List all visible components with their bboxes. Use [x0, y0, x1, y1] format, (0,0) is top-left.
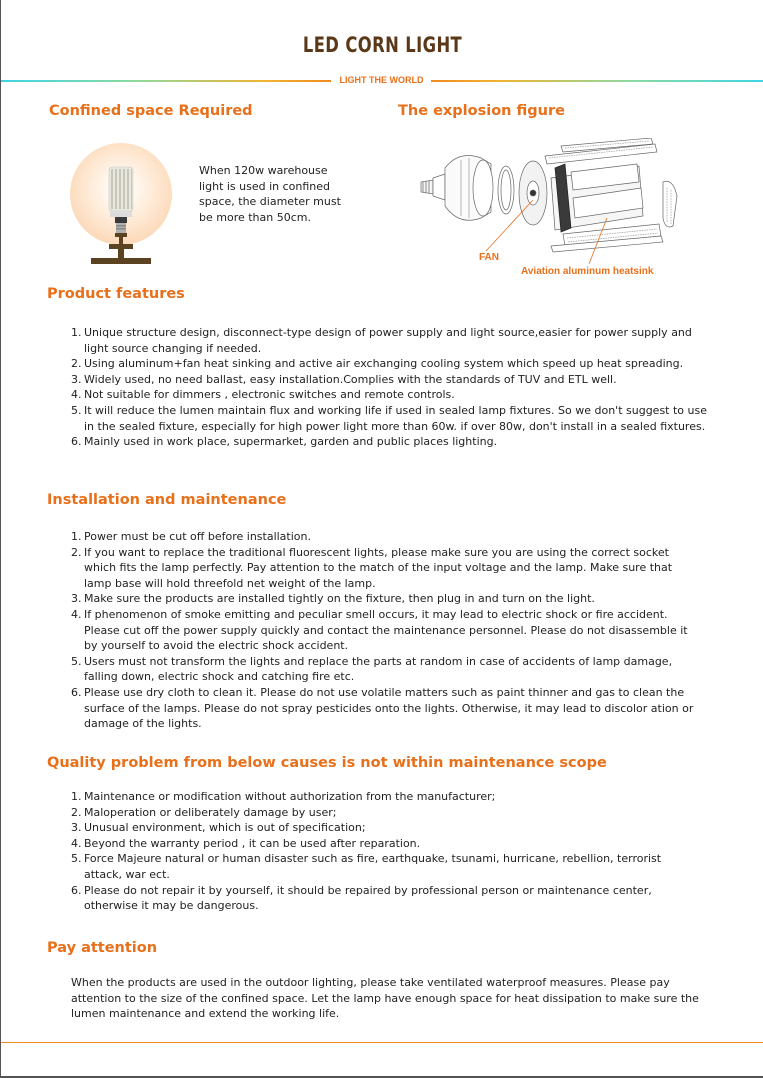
installation-item-text: Power must be cut off before installation. [84, 530, 311, 543]
installation-item-text: If phenomenon of smoke emitting and peculiar smell occurs, it may lead to electric shock or fire accident. Please cut off the power supply quickly and contact the maintenance personnel. Please do not disassemble it by yourself to avoid the electric shock accident. [84, 607, 688, 653]
quality-item-number: 2. [71, 805, 82, 819]
page-subtitle: LIGHT THE WORLD [339, 75, 424, 85]
quality-heading: Quality problem from below causes is not within maintenance scope [47, 755, 607, 771]
led-panel-top-icon [545, 138, 657, 164]
explosion-figure-heading: The explosion figure [398, 103, 565, 119]
feature-item-text: It will reduce the lumen maintain flux and working life if used in sealed lamp fixtures. So we don't suggest to use in the sealed fixture, especially for high power light more than 60w. if over 80w, don't install in a sealed fixtures. [84, 403, 707, 433]
feature-item-number: 3. [71, 372, 82, 386]
installation-item-number: 1. [71, 530, 82, 543]
installation-item-number: 2. [71, 545, 82, 559]
installation-item-text: Users must not transform the lights and replace the parts at random in case of accidents of lamp damage, falling down, electric shock and catching fire etc. [84, 654, 673, 684]
gasket-ring-icon [498, 166, 514, 214]
feature-item-number: 5. [71, 403, 82, 417]
fan-label: FAN [479, 252, 499, 263]
feature-item-text: Widely used, no need ballast, easy installation.Complies with the standards of TUV and ETL well. [84, 372, 617, 386]
feature-item [71, 356, 711, 372]
installation-item-text: Please use dry cloth to clean it. Please do not use volatile matters such as paint thinner and gas to clean the surface of the lamps. Please do not spray pesticides onto the lights. Otherwise, it may lead to discolor ation or damage of the lights. [84, 685, 694, 731]
quality-item-number: 6. [71, 883, 82, 897]
heatsink-label: Aviation aluminum heatsink [521, 266, 654, 277]
feature-item [71, 325, 711, 356]
quality-item-number: 1. [71, 790, 82, 803]
feature-item [71, 403, 711, 434]
feature-item-number: 1. [71, 326, 82, 339]
confined-space-heading: Confined space Required [49, 103, 253, 119]
footer-rule [1, 1042, 763, 1043]
quality-list [71, 789, 691, 914]
feature-item-number: 6. [71, 435, 82, 449]
page-title: LED CORN LIGHT [302, 33, 463, 57]
installation-item-text: Make sure the products are installed tightly on the fixture, then plug in and turn on the light. [84, 592, 595, 606]
installation-item-number: 5. [71, 654, 82, 668]
feature-item-number: 2. [71, 357, 82, 371]
feature-item [71, 372, 711, 388]
quality-item [71, 789, 691, 805]
installation-item-text: If you want to replace the traditional fluorescent lights, please make sure you are using the correct socket which fits the lamp perfectly. Pay attention to the match of the input voltage and the lamp. Make sure that lamp base will hold threefold net weight of the lamp. [84, 545, 673, 590]
pay-attention-heading: Pay attention [47, 940, 158, 956]
quality-item-number: 3. [71, 821, 82, 835]
quality-item-number: 4. [71, 836, 82, 850]
installation-item [71, 685, 703, 732]
product-features-heading: Product features [47, 286, 185, 302]
fan-icon [519, 161, 547, 225]
feature-item-text: Not suitable for dimmers , electronic switches and remote controls. [84, 388, 455, 402]
feature-item [71, 387, 711, 403]
quality-item-text: Beyond the warranty period , it can be used after reparation. [84, 836, 421, 850]
driver-housing-icon [445, 156, 493, 221]
feature-item-text: Unique structure design, disconnect-type design of power supply and light source,easier for power supply and light source changing if needed. [84, 326, 692, 355]
explosion-figure-diagram [411, 138, 681, 278]
quality-item [71, 883, 691, 914]
quality-item [71, 805, 691, 821]
installation-list [71, 529, 703, 732]
installation-item [71, 545, 703, 592]
screw-base-icon [421, 174, 445, 200]
led-panel-side-icon [663, 181, 677, 227]
product-features-list [71, 325, 711, 450]
heatsink-body-icon [551, 164, 643, 232]
quality-item-text: Unusual environment, which is out of specification; [84, 821, 366, 835]
header-divider-right [431, 80, 763, 82]
header-divider-left [1, 80, 331, 82]
installation-item-number: 3. [71, 592, 82, 606]
feature-item-text: Using aluminum+fan heat sinking and active air exchanging cooling system which speed up heat spreading. [84, 357, 684, 371]
pay-attention-text: When the products are used in the outdoor lighting, please take ventilated waterproof measures. Please pay attention to the size of the confined space. Let the lamp have enough space for heat dissipation to make sure the lumen maintenance and extend the working life. [71, 976, 699, 1021]
installation-item [71, 607, 703, 654]
quality-item-text: Please do not repair it by yourself, it should be repaired by professional person or maintenance center, otherwise it may be dangerous. [84, 883, 652, 913]
installation-item-number: 6. [71, 685, 82, 699]
feature-item-number: 4. [71, 388, 82, 402]
feature-item-text: Mainly used in work place, supermarket, garden and public places lighting. [84, 435, 498, 449]
installation-item [71, 654, 703, 685]
quality-item-number: 5. [71, 852, 82, 866]
installation-heading: Installation and maintenance [47, 492, 287, 508]
quality-item [71, 851, 691, 882]
quality-item [71, 836, 691, 852]
installation-item [71, 591, 703, 607]
installation-item-number: 4. [71, 607, 82, 621]
quality-item-text: Force Majeure natural or human disaster such as fire, earthquake, tsunami, hurricane, rebellion, terrorist attack, war ect. [84, 852, 662, 881]
installation-item [71, 529, 703, 545]
quality-item-text: Maloperation or deliberately damage by user; [84, 805, 337, 819]
confined-space-text: When 120w warehouse light is used in confined space, the diameter must be more than 50cm. [199, 164, 341, 224]
confined-space-illustration [69, 138, 173, 268]
quality-item-text: Maintenance or modification without authorization from the manufacturer; [84, 790, 496, 803]
feature-item [71, 434, 711, 450]
quality-item [71, 820, 691, 836]
